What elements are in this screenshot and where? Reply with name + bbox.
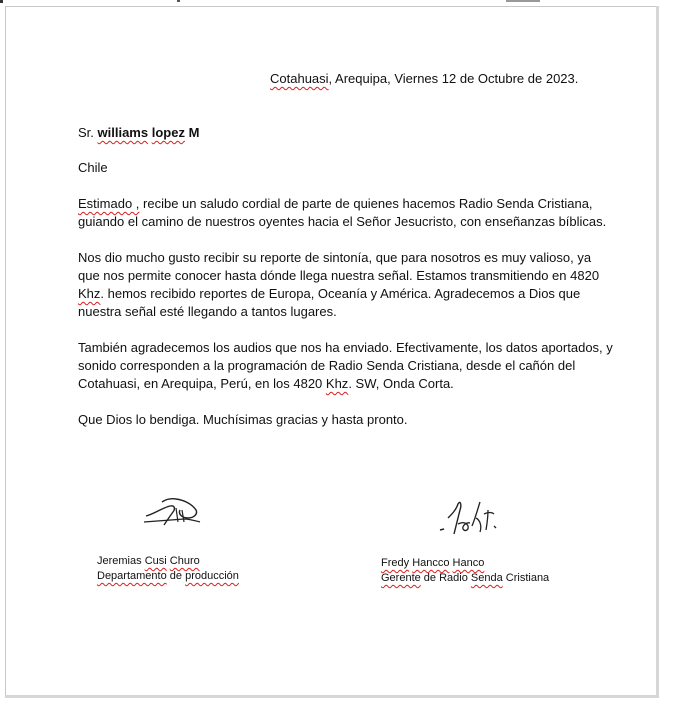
signature-right: [436, 496, 502, 540]
paragraph-line: Nos dio mucho gusto recibir su reporte de sintonía, que para nosotros es muy valioso, ya: [78, 250, 592, 265]
recipient-name-initial: M: [184, 125, 200, 140]
recipient-name-first: williams: [97, 125, 149, 140]
top-edge-mark: [0, 0, 3, 3]
paragraph-line: nuestra señal esté llegando a tantos lugares.: [78, 304, 337, 319]
paragraph-line: recibe un saludo cordial de parte de quienes hacemos Radio Senda Cristiana,: [139, 196, 593, 211]
paragraph-line: sonido corresponden a la programación de Radio Senda Cristiana, desde el cañón del: [78, 358, 576, 373]
paragraph-line: También agradecemos los audios que nos ha enviado. Efectivamente, los datos aportados, y: [78, 340, 613, 355]
signer-right-name: [381, 555, 484, 571]
signer-left-role: [97, 568, 239, 584]
signer-left-first-name: Jeremias: [97, 555, 145, 567]
paragraph-line: que nos permite conocer hasta dónde llega nuestra señal. Estamos transmitiendo en 4820: [78, 268, 600, 283]
recipient-line: [78, 124, 199, 142]
signer-left-name: [97, 553, 200, 569]
signer-right-role-word: Gerente: [381, 572, 421, 584]
signer-right-first-name: Fredy: [381, 557, 410, 569]
signer-right-role-text: de Radio: [420, 572, 471, 584]
recipient-name-last: lopez: [151, 125, 185, 140]
signer-left-role-word: Departamento: [97, 570, 167, 582]
signer-left-role-word: producción: [185, 570, 239, 582]
recipient-prefix: Sr.: [78, 125, 98, 140]
page-shadow: [656, 6, 659, 696]
closing-line: Que Dios lo bendiga. Muchísimas gracias y hasta pronto.: [78, 412, 408, 427]
signer-right-role-word: Senda: [470, 572, 503, 584]
paragraph-line: guiando el camino de nuestros oyentes hacia el Señor Jesucristo, con enseñanzas bíblicas.: [78, 214, 607, 229]
top-edge-mark: [506, 0, 540, 2]
unit-khz: Khz: [78, 286, 101, 301]
paragraph-greeting: [78, 195, 606, 231]
paragraph-report: [78, 249, 599, 321]
greeting-word: Estimado ,: [78, 196, 140, 211]
signer-left-surname-2: Churo: [169, 555, 200, 567]
paragraph-line: . hemos recibido reportes de Europa, Oceanía y América. Agradecemos a Dios que: [100, 286, 581, 301]
signer-left-role-connector: de: [166, 570, 186, 582]
unit-khz: Khz: [325, 376, 349, 391]
signature-left: [140, 492, 204, 532]
recipient-country: Chile: [78, 160, 108, 175]
paragraph-line: Cotahuasi, en Arequipa, Perú, en los 4820: [78, 376, 326, 391]
signer-right-surname-2: Hanco: [452, 557, 485, 569]
paragraph-audios: [78, 339, 613, 393]
date-line: [270, 70, 578, 88]
signer-right-surname-1: Hancco: [412, 557, 450, 569]
signer-left-surname-1: Cusi: [144, 555, 167, 567]
signer-right-role: [381, 570, 549, 586]
date-place: Cotahuasi: [270, 71, 329, 86]
paragraph-line: . SW, Onda Corta.: [348, 376, 454, 391]
signer-right-role-text: Cristiana: [502, 572, 550, 584]
top-edge-mark: [177, 0, 180, 2]
date-rest: , Arequipa, Viernes 12 de Octubre de 2023.: [328, 71, 579, 86]
page-shadow: [5, 695, 659, 698]
